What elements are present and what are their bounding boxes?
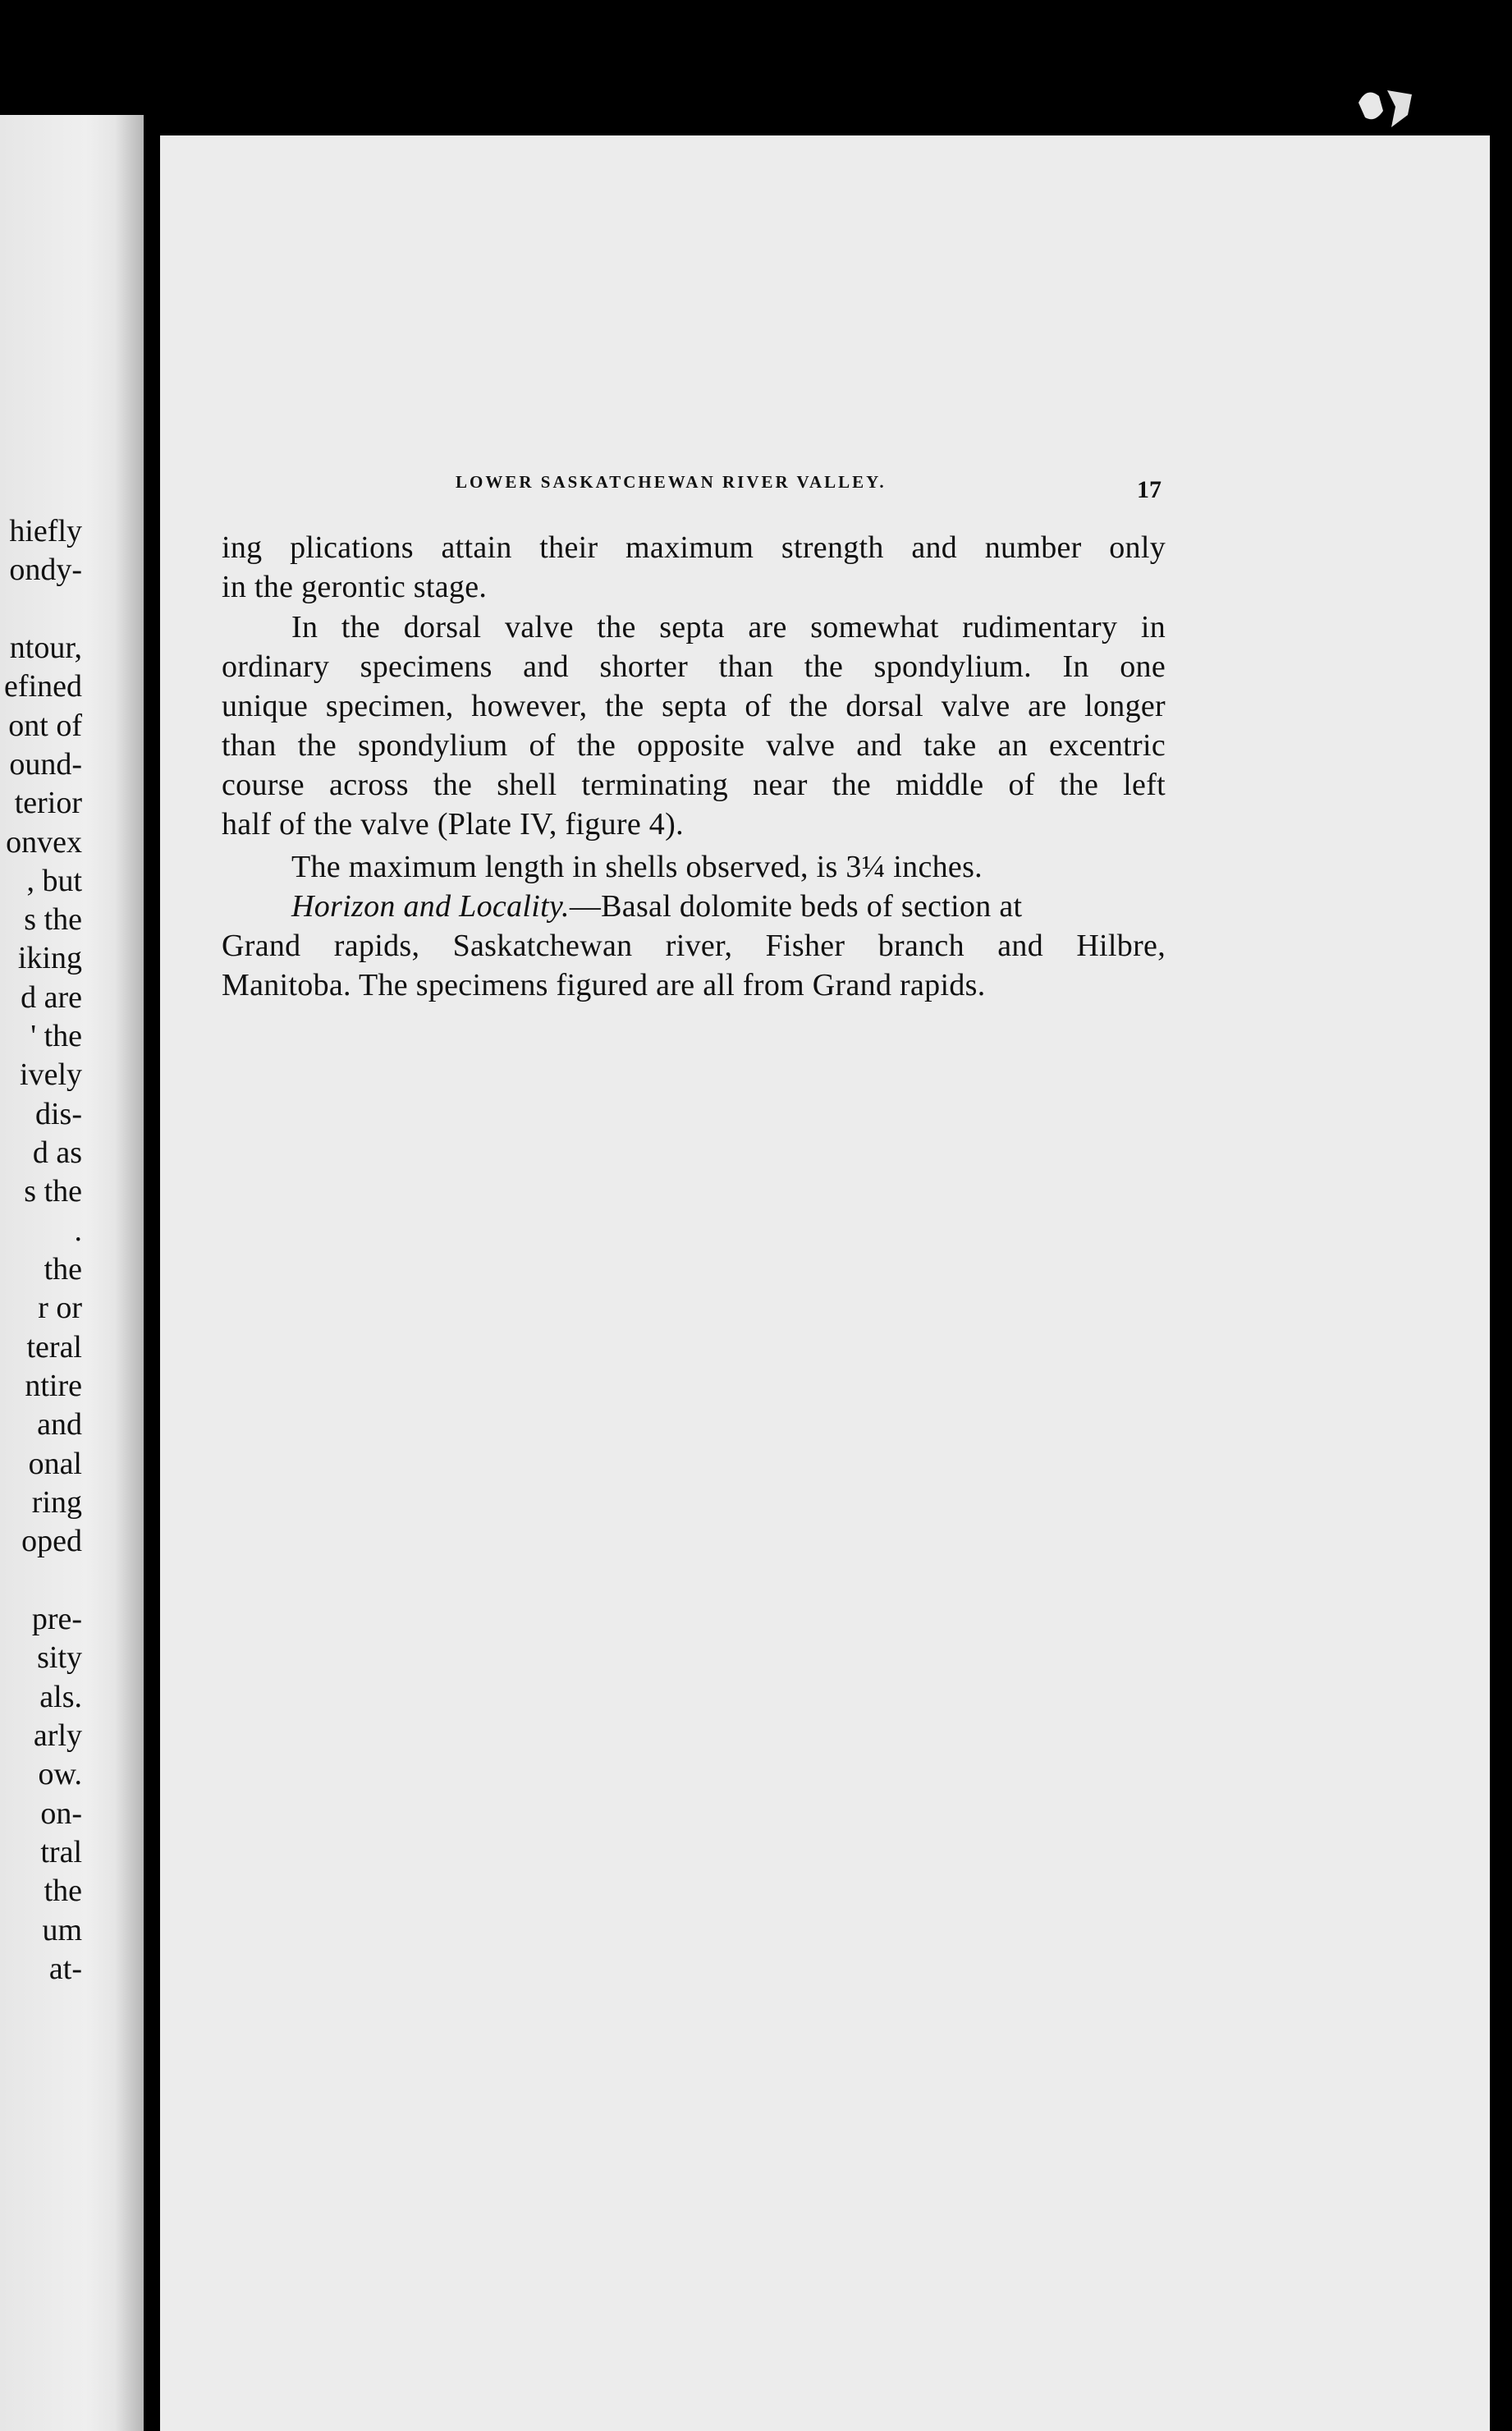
page-gutter-shadow (115, 115, 164, 2431)
facing-page-line: onal (28, 1447, 82, 1481)
facing-page-line: ont of (8, 709, 82, 743)
text-run: —Basal dolomite beds of section at (569, 889, 1023, 924)
facing-page-line: ondy- (9, 553, 82, 587)
facing-page-line: um (42, 1913, 82, 1947)
text-line (222, 888, 1166, 924)
text-line: In the dorsal valve the septa are somewhat rudimentary in (291, 610, 1166, 644)
text-line: half of the valve (Plate IV, figure 4). (222, 807, 684, 842)
facing-page-line: ow. (38, 1757, 82, 1791)
text-line: Grand rapids, Saskatchewan river, Fisher branch and Hilbre, (222, 929, 1166, 963)
text-line: course across the shell terminating near the middle of the left (222, 768, 1166, 802)
facing-page-line: at- (48, 1952, 82, 1986)
facing-page-line: tral (40, 1835, 82, 1869)
facing-page-line: . (74, 1213, 82, 1248)
facing-page-line: , but (26, 864, 82, 898)
facing-page-line: als. (39, 1680, 82, 1714)
facing-page-line: sity (37, 1640, 82, 1675)
text-line: ordinary specimens and shorter than the spondylium. In one (222, 649, 1166, 684)
text-line: in the gerontic stage. (222, 570, 488, 604)
facing-page-line: hiefly (9, 514, 82, 548)
facing-page-line: iking (17, 941, 82, 975)
facing-page-line: on- (40, 1796, 82, 1831)
facing-page-line: ound- (9, 747, 82, 782)
facing-page-line: s the (24, 902, 82, 937)
text-line: ing plications attain their maximum strength and number only (222, 530, 1166, 565)
facing-page-line: efined (4, 669, 82, 704)
facing-page-line: ' the (30, 1019, 82, 1053)
facing-page-line: r or (38, 1291, 82, 1325)
facing-page-line: onvex (6, 825, 82, 860)
page-number: 17 (1137, 476, 1161, 503)
facing-page-line: dis- (35, 1097, 82, 1131)
text-line: Manitoba. The specimens figured are all from Grand rapids. (222, 968, 986, 1002)
facing-page-line: s the (24, 1174, 82, 1209)
facing-page-line: ntour, (9, 631, 82, 665)
text-line: unique specimen, however, the septa of the dorsal valve are longer (222, 689, 1166, 723)
facing-page-line: ntire (25, 1369, 82, 1403)
facing-page-line: and (37, 1407, 82, 1442)
facing-page-line: ively (20, 1057, 82, 1092)
run-in-heading: Horizon and Locality. (291, 889, 570, 924)
facing-page-line: the (44, 1252, 82, 1287)
facing-page-line: teral (26, 1330, 82, 1365)
text-line: than the spondylium of the opposite valve and take an excentric (222, 728, 1166, 763)
facing-page-line: terior (14, 786, 82, 820)
facing-page-line: oped (21, 1524, 82, 1558)
facing-page-line: arly (33, 1718, 82, 1753)
scan-artifact-mark (1350, 78, 1424, 135)
facing-page-line: d are (21, 980, 82, 1015)
facing-page-line: pre- (31, 1602, 82, 1636)
facing-page-line: d as (32, 1135, 82, 1170)
facing-page-line: ring (31, 1485, 82, 1520)
facing-page-line: the (44, 1874, 82, 1908)
text-line: The maximum length in shells observed, is 3¼ inches. (291, 850, 983, 884)
running-head: LOWER SASKATCHEWAN RIVER VALLEY. (456, 472, 887, 492)
